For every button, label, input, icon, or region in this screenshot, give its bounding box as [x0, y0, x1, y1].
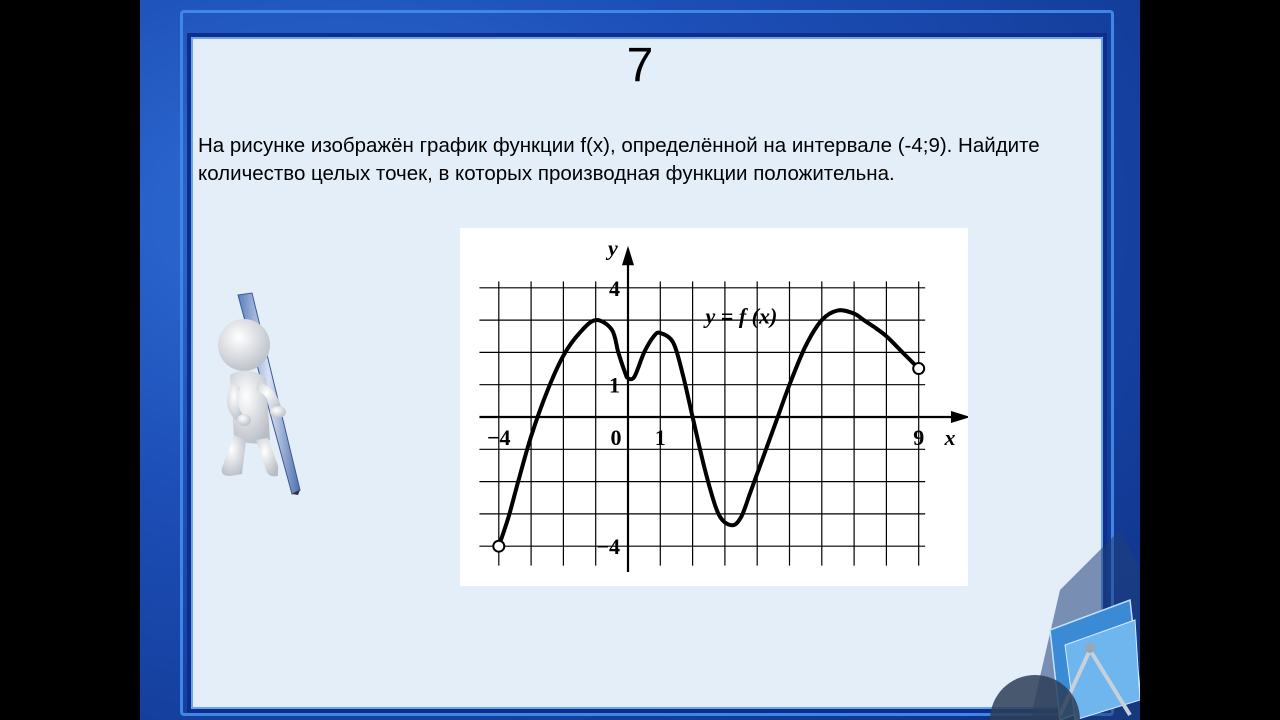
- open-endpoint: [493, 541, 504, 552]
- function-curve: [499, 310, 919, 546]
- x-axis-label: x: [944, 425, 956, 450]
- y-tick-label: 1: [609, 372, 620, 398]
- open-endpoint: [913, 363, 924, 374]
- y-tick-label: −4: [596, 534, 620, 560]
- x-tick-label: 0: [610, 425, 622, 450]
- y-axis-label: y: [608, 235, 618, 261]
- x-tick-label: 1: [654, 425, 666, 450]
- figure-with-pencil-icon: [208, 290, 308, 495]
- y-axis-arrow: [622, 246, 634, 265]
- y-tick-label: 4: [609, 275, 620, 301]
- question-text: На рисунке изображён график функции f(x), определённой на интервале (-4;9). Найдите количество целых точек, в которых производная функции положительна.: [198, 134, 1040, 185]
- graph-panel: [460, 228, 968, 586]
- function-graph: [460, 228, 968, 586]
- x-tick-label: −4: [487, 425, 511, 450]
- drafting-tools-icon: [990, 510, 1140, 720]
- slide-number: 7: [626, 39, 654, 92]
- x-tick-label: 9: [913, 425, 925, 450]
- slide: [140, 0, 1140, 720]
- function-label: y = f (x): [705, 303, 778, 329]
- x-axis-arrow: [951, 411, 968, 423]
